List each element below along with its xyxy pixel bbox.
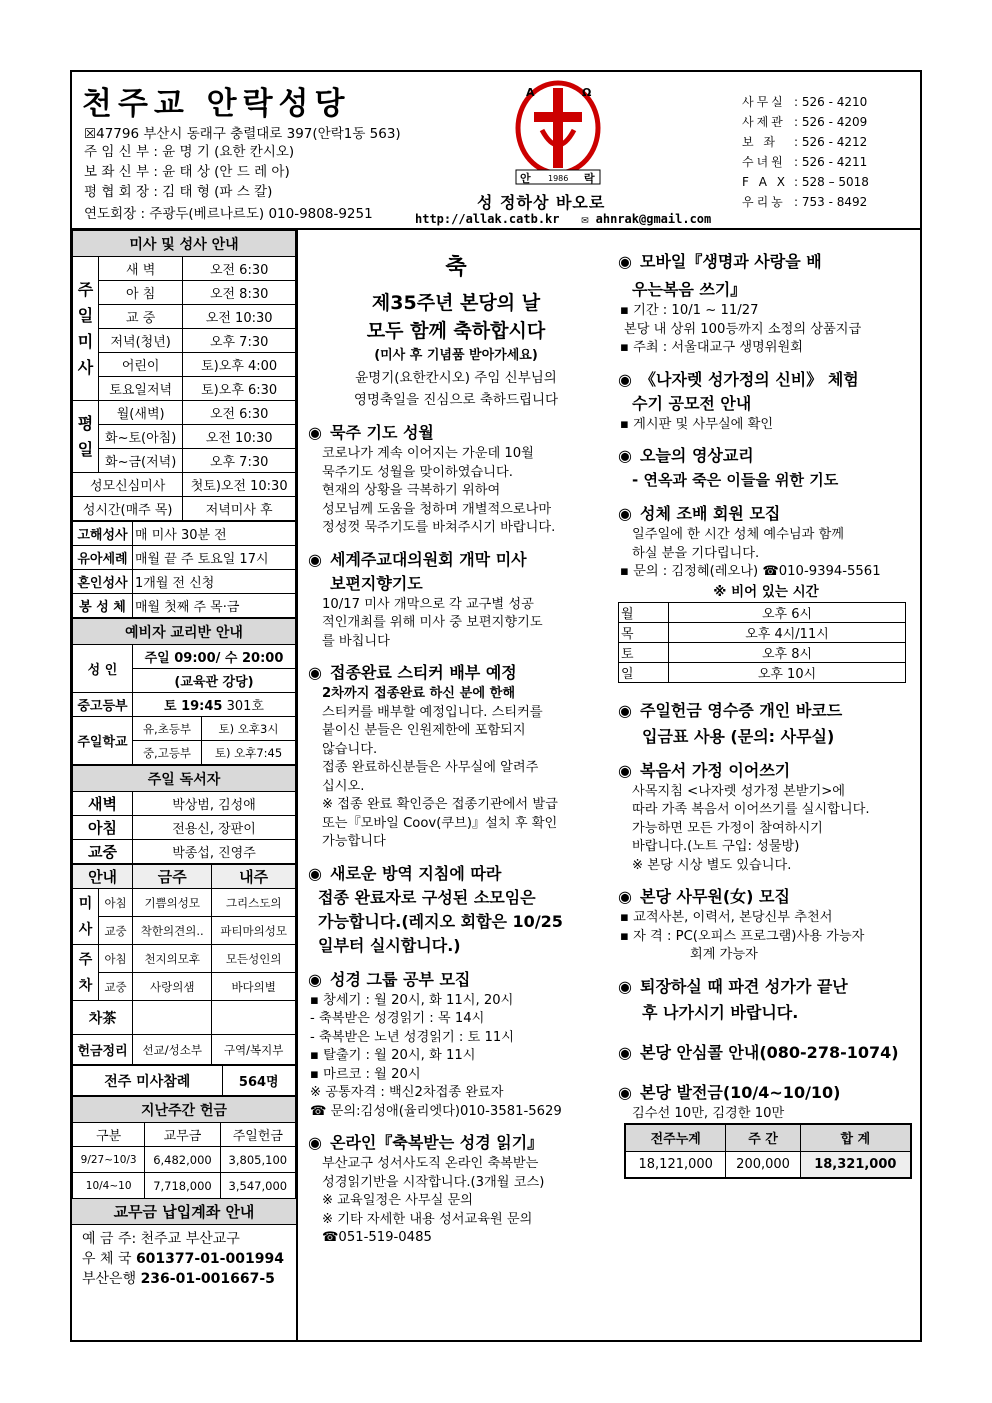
assistant-line: 보 좌 신 부 : 윤 태 상 (안 드 레 아): [84, 164, 290, 180]
bank-details: 예 금 주: 천주교 부산교구 우 체 국 601377-01-001994 부산은행 236-01-001667-5: [82, 1231, 284, 1287]
council-line: 평 협 회 장 : 김 태 형 (파 스 칼): [84, 184, 273, 200]
contact-item: 보 좌 : 526 - 4212: [742, 135, 868, 149]
attendance-table: 전주 미사참례 564명: [72, 1065, 296, 1096]
sacrament-table: 고해성사 매 미사 30분 전 유아세례 매월 끝 주 토요일 17시 혼인성사 1개월 전 신청 봉 성 체 매월 첫째 주 목·금: [72, 521, 296, 618]
duty-table: 안내 금주 내주 미사 아침 기쁨의성모 그리스도의 교중 착한의견의.. 파티마의성모 주차 아침 천지의모후 모든성인의 교중 사랑의샘 바다의별 차茶 헌금정리 선교/성소부 구역/복지부: [72, 864, 296, 1065]
bible-heading: ◉ 성경 그룹 공부 모집: [308, 968, 604, 992]
logo-left: 안: [520, 172, 531, 185]
parish-logo: [502, 78, 614, 188]
contact-item: 우리농 : 753 - 8492: [742, 195, 868, 209]
bullet-icon: ◉: [618, 252, 632, 271]
bullet-icon: ◉: [618, 1042, 632, 1062]
website-link[interactable]: http://allak.catb.kr: [415, 212, 560, 226]
clerk-recruit-body: ▪ 교적사본, 이력서, 본당신부 추천서 ▪ 자 격 : PC(오피스 프로그램)사용 가능자 회계 가능자: [620, 910, 865, 962]
bullet-icon: ◉: [308, 969, 322, 989]
empty-slots-table: 월 오후 6시 목 오후 4시/11시 토 오후 8시 일 오후 10시: [618, 602, 906, 683]
adoration-body: 일주일에 한 시간 성체 예수님과 함께 하실 분을 기다립니다. ▪ 문의 : 김정혜(레오나) ☎010-9394-5561 ※ 비어 있는 시간: [620, 527, 881, 600]
patron-saint: 성 정하상 바오로: [477, 193, 606, 212]
catechism-table: 예비자 교리반 안내 성 인 주일 09:00/ 수 20:00 (교육관 강당) 중고등부 토 19:45 301호 주일학교 유,초등부 토) 오후3시 중,고등부 토) 오후7:45: [72, 618, 296, 765]
bullet-icon: ◉: [618, 976, 632, 996]
bullet-icon: ◉: [618, 700, 632, 720]
offering-title: 지난주간 헌금: [73, 1097, 296, 1123]
email-link[interactable]: ahnrak@gmail.com: [595, 212, 712, 226]
anniversary-notice: 축 제35주년 본당의 날 모두 함께 축하합시다 (미사 후 기념품 받아가세요) 윤명기(요한칸시오) 주임 신부님의 영명축일을 진심으로 축하드립니다: [308, 250, 604, 411]
online-bible-heading: ◉ 온라인『축복받는 성경 읽기』: [308, 1131, 604, 1155]
safe-call-heading: ◉ 본당 안심콜 안내(080-278-1074): [618, 1041, 914, 1065]
weekday-mass-label: 평일: [73, 401, 99, 473]
celebration-emblem: 축: [445, 255, 467, 280]
bible-body: ▪ 창세기 : 월 20시, 화 11시, 20시 - 축복받은 성경읽기 : 목 14시 - 축복받은 노년 성경읽기 : 토 11시 ▪ 탈출기 : 월 20시, 화 11시 ▪ 마르코 : 월 20시 ※ 공통자격 : 백신2차접종 완료자 ☎ 문의:김성애(율리엣다)010-3581-5629: [310, 992, 562, 1119]
main-content: [296, 230, 920, 1342]
adoration-heading: ◉ 성체 조배 회원 모집: [618, 502, 914, 526]
bank-section: [72, 1199, 296, 1293]
pastor-line: 주 임 신 부 : 윤 명 기 (요한 칸시오): [84, 144, 295, 160]
leader-line: 연도회장 : 주광두(베르나르도) 010-9808-9251: [84, 206, 373, 222]
quarantine-heading: ◉ 새로운 방역 지침에 따라: [308, 862, 604, 886]
contact-item: 수녀원 : 526 - 4211: [742, 155, 868, 169]
bullet-icon: ◉: [618, 887, 632, 906]
contact-item: F A X : 528 – 5018: [742, 175, 869, 189]
synod-heading: ◉ 세계주교대의원회 개막 미사: [308, 548, 604, 572]
right-news-column: ◉ 모바일『생명과 사랑을 배 우는복음 쓰기』 ▪ 기간 : 10/1 ~ 11/27 본당 내 상위 100등까지 소정의 상품지급 ▪ 주최 : 서울대교구 생명위원회 ◉ 《나자렛 성가정의 신비》 체험 수기 공모전 안내 ▪ 게시판 및 사무실에 확인 ◉ 오늘의 영상교리 - 연옥과 죽은 이들을 위한 기도 ◉ 성체 조배 회원 모집 일주일에 한 시간 성체 예수님과 함께 하실 분을 기다립니다. ▪ 문의 : 김정혜(레오나) ☎010-9394-5561 ※ 비어 있는 시간 월 오후 6시 목 오후 4시/11시 토 오후 8시 일 오후 10시 ◉ 주일헌금 영수증 개인 바코드 입금표 사용 (문의: 사무실) ◉ 복음서 가정 이어쓰기 사목지침 <나자렛 성가정 본받기>에 따라 가족 복음서 이어쓰기를 실시합니다. 가능하면 모든 가정이 참여하시기 바랍니다.(노트 구입: 성물방) ※ 본당 시상 별도 있습니다. ◉ 본당 사무원(女) 모집 ▪ 교적사본, 이력서, 본당신부 추천서 ▪ 자 격 : PC(오피스 프로그램)사용 가능자 회계 가능자 ◉ 퇴장하실 때 파견 성가가 끝난 후 나가시기 바랍니다. ◉ 본당 안심콜 안내(080-278-1074) ◉ 본당 발전금(10/4~10/10) 김수선 10만, 김경한 10만 전주누계 주 간 합 계 18,121,000 200,000 18,321,000: [618, 250, 914, 1179]
mobile-gospel-body: ▪ 기간 : 10/1 ~ 11/27 본당 내 상위 100등까지 소정의 상품지급 ▪ 주최 : 서울대교구 생명위원회: [620, 303, 862, 355]
rosary-body: 코로나가 계속 이어지는 가운데 10월 묵주기도 성월을 맞이하였습니다. 현재의 상황을 극복하기 위하여 성모님께 도움을 청하며 개별적으로나마 정성껏 묵주기도를 바쳐주시기 바랍니다.: [322, 446, 556, 535]
readers-title: 주일 독서자: [73, 766, 296, 792]
catechism-title: 예비자 교리반 안내: [73, 619, 296, 645]
synod-body: 10/17 미사 개막으로 각 교구별 성공 적인개최를 위해 미사 중 보편지향기도 를 바칩니다: [322, 596, 543, 649]
bulletin-frame: [70, 70, 922, 1342]
bullet-icon: ◉: [618, 504, 632, 523]
bullet-icon: ◉: [308, 423, 322, 442]
bulletin-header: [72, 72, 920, 230]
exit-hymn-heading: ◉ 퇴장하실 때 파견 성가가 끝난: [618, 975, 914, 999]
video-catechism-heading: ◉ 오늘의 영상교리: [618, 444, 914, 468]
mass-schedule-table: 미사 및 성사 안내 주일미사 새 벽 오전 6:30 아 침 오전 8:30 교 중 오전 10:30 저녁(청년) 오후 7:30 어린이 토)오후 4:00 토요일저녁 토)오후 6:30 평일 월(새벽) 오전 6:30 화~토(아침) 오전 10:30 화~금(저녁) 오후 7:30 성모신심미사 첫토)오전 10:30 성시간(매주 목) 저녁미사 후: [72, 230, 296, 521]
bullet-icon: ◉: [308, 1133, 322, 1152]
development-fund-heading: ◉ 본당 발전금(10/4~10/10): [618, 1081, 914, 1105]
left-sidebar: [72, 230, 296, 1293]
rosary-heading: ◉ 묵주 기도 성월: [308, 421, 604, 445]
column-divider: [296, 230, 298, 1342]
contact-item: 사무실 : 526 - 4210: [742, 95, 868, 109]
clerk-recruit-heading: ◉ 본당 사무원(女) 모집: [618, 885, 914, 909]
readers-table: 주일 독서자 새벽 박상범, 김성애 아침 전용신, 장판이 교중 박종섭, 진영주: [72, 765, 296, 864]
logo-alpha: A: [526, 86, 535, 99]
sticker-heading: ◉ 접종완료 스티커 배부 예정: [308, 661, 604, 685]
offering-table: 지난주간 헌금 구분 교무금 주일헌금 9/27~10/3 6,482,000 3,805,100 10/4~10 7,718,000 3,547,000: [72, 1096, 296, 1199]
mail-icon: ✉: [581, 212, 589, 226]
bullet-icon: ◉: [308, 549, 322, 569]
bullet-icon: ◉: [308, 863, 322, 883]
contact-item: 사제관 : 526 - 4209: [742, 115, 868, 129]
bank-title: 교무금 납입계좌 안내: [72, 1199, 296, 1225]
left-news-column: 축 제35주년 본당의 날 모두 함께 축하합시다 (미사 후 기념품 받아가세요) 윤명기(요한칸시오) 주임 신부님의 영명축일을 진심으로 축하드립니다 ◉ 묵주 기도 성월 코로나가 계속 이어지는 가운데 10월 묵주기도 성월을 맞이하였습니다. 현재의 상황을 극복하기 위하여 성모님께 도움을 청하며 개별적으로나마 정성껏 묵주기도를 바쳐주시기 바랍니다. ◉ 세계주교대의원회 개막 미사 보편지향기도 10/17 미사 개막으로 각 교구별 성공 적인개최를 위해 미사 중 보편지향기도 를 바칩니다 ◉ 접종완료 스티커 배부 예정 2차까지 접종완료 하신 분에 한해 스티커를 배부할 예정입니다. 스티커를 붙이신 분들은 인원제한에 포함되지 않습니다. 접종 완료하신분들은 사무실에 알려주 십시오. ※ 접종 완료 확인증은 접종기관에서 발급 또는『모바일 Coov(쿠브)』설치 후 확인 가능합니다 ◉ 새로운 방역 지침에 따라 접종 완료자로 구성된 소모임은 가능합니다.(레지오 회합은 10/25 일부터 실시합니다.) ◉ 성경 그룹 공부 모집 ▪ 창세기 : 월 20시, 화 11시, 20시 - 축복받은 성경읽기 : 목 14시 - 축복받은 노년 성경읽기 : 토 11시 ▪ 탈출기 : 월 20시, 화 11시 ▪ 마르코 : 월 20시 ※ 공통자격 : 백신2차접종 완료자 ☎ 문의:김성애(율리엣다)010-3581-5629 ◉ 온라인『축복받는 성경 읽기』 부산교구 성서사도직 온라인 축복받는 성경읽기반을 시작합니다.(3개월 코스) ※ 교육일정은 사무실 문의 ※ 기타 자세한 내용 성서교육원 문의 ☎051-519-0485: [308, 250, 604, 1248]
sunday-mass-label: 주일미사: [73, 257, 99, 401]
nazareth-heading: ◉ 《나자렛 성가정의 신비》 체험: [618, 368, 914, 392]
gospel-relay-heading: ◉ 복음서 가정 이어쓰기: [618, 759, 914, 783]
bullet-icon: ◉: [618, 446, 632, 465]
mass-schedule-title: 미사 및 성사 안내: [73, 231, 296, 257]
logo-right: 락: [584, 172, 595, 185]
web-links: [415, 212, 711, 226]
logo-year: 1986: [548, 174, 569, 183]
bullet-icon: ◉: [618, 369, 632, 389]
mobile-gospel-heading: ◉ 모바일『생명과 사랑을 배: [618, 250, 914, 274]
logo-omega: Ω: [582, 86, 592, 99]
bullet-icon: ◉: [618, 1082, 632, 1102]
development-fund-table: 전주누계 주 간 합 계 18,121,000 200,000 18,321,000: [624, 1123, 912, 1179]
gospel-relay-body: 사목지침 <나자렛 성가정 본받기>에 따라 가족 복음서 이어쓰기를 실시합니다. 가능하면 모든 가정이 참여하시기 바랍니다.(노트 구입: 성물방) ※ 본당 시상 별도 있습니다.: [632, 783, 870, 873]
bullet-icon: ◉: [308, 663, 322, 682]
barcode-heading: ◉ 주일헌금 영수증 개인 바코드: [618, 699, 914, 723]
online-bible-body: 부산교구 성서사도직 온라인 축복받는 성경읽기반을 시작합니다.(3개월 코스) ※ 교육일정은 사무실 문의 ※ 기타 자세한 내용 성서교육원 문의 ☎051-519-0485: [322, 1156, 545, 1245]
address: ☒47796 부산시 동래구 충렬대로 397(안락1동 563): [84, 126, 401, 142]
bullet-icon: ◉: [618, 760, 632, 780]
parish-title: 천주교 안락성당: [82, 86, 351, 122]
contact-list: [742, 92, 869, 212]
sticker-body: 2차까지 접종완료 하신 분에 한해 스티커를 배부할 예정입니다. 스티커를 붙이신 분들은 인원제한에 포함되지 않습니다. 접종 완료하신분들은 사무실에 알려주 십시오. ※ 접종 완료 확인증은 접종기관에서 발급 또는『모바일 Coov(쿠브)』설치 후 확인 가능합니다: [322, 686, 558, 849]
